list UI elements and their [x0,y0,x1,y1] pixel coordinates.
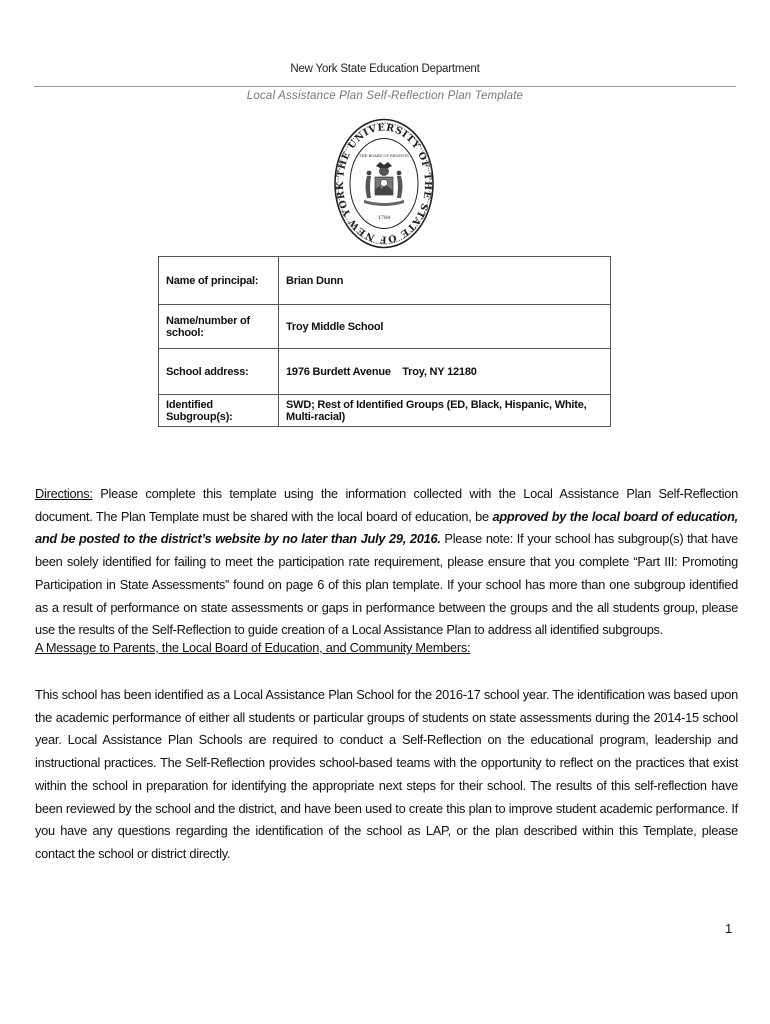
header-subtitle: Local Assistance Plan Self-Reflection Plan Template [246,90,524,102]
table-row [159,257,611,305]
school-name-value: Troy Middle School [279,305,611,349]
page-number: 1 [725,921,733,936]
directions-text-1: Please complete this template using the information collected with the Local Assistance Plan Self-Reflection document. The Plan Template must be shared with the local board of education, be [35,486,738,524]
school-name-label: Name/number of school: [159,305,279,349]
school-address-value: 1976 Burdett Avenue Troy, NY 12180 [279,349,611,395]
principal-label: Name of principal: [159,257,279,305]
header-department: New York State Education Department [290,63,480,75]
university-of-the-state-of-new-york-seal-icon [334,116,434,251]
directions-paragraph [35,483,738,642]
table-row [159,395,611,427]
header-divider [34,86,736,87]
message-body: This school has been identified as a Local Assistance Plan School for the 2016-17 school year. The identification was based upon the academic performance of either all students or particular groups of students on state assessments during the 2014-15 school year. Local Assistance Plan Schools are required to conduct a Self-Reflection on the educational program, leadership and instructional practices. The Self-Reflection provides school-based teams with the opportunity to reflect on the practices that exist within the school in preparation for identifying the appropriate next steps for their school. The results of this self-reflection have been reviewed by the school and the district, and have been used to create this plan to improve student academic performance. If you have any questions regarding the identification of the school as LAP, or the plan described within this Template, please contact the school or district directly. [35,687,738,861]
directions-text-2: Please note: If your school has subgroup(s) that have been solely identified for failing to meet the participation rate requirement, please ensure that you complete “Part III: Promoting Participation in State Assessments” found on page 6 of this plan template. If your school has more than one subgroup identified as a result of performance on state assessments or gaps in performance between the groups and the all students group, please use the results of the Self-Reflection to guide creation of a Local Assistance Plan to address all identified subgroups. [35,531,738,638]
message-heading: A Message to Parents, the Local Board of Education, and Community Members: [35,640,471,655]
subgroups-value: SWD; Rest of Identified Groups (ED, Black, Hispanic, White, Multi-racial) [279,395,611,427]
directions-deadline: approved by the local board of education, and be posted to the district’s website by no later than July 29, 2016. [35,508,738,547]
table-row [159,349,611,395]
university-seal [334,116,434,251]
principal-value: Brian Dunn [279,257,611,305]
table-row [159,305,611,349]
directions-label: Directions: [35,486,93,501]
school-address-label: School address: [159,349,279,395]
svg-text:THE UNIVERSITY OF THE STATE OF: THE UNIVERSITY OF THE STATE OF NEW YORK [334,122,434,245]
school-info-table [158,256,611,427]
svg-text:1784: 1784 [377,215,391,221]
svg-text:THE BOARD OF REGENTS: THE BOARD OF REGENTS [359,154,409,158]
subgroups-label: Identified Subgroup(s): [159,395,279,427]
